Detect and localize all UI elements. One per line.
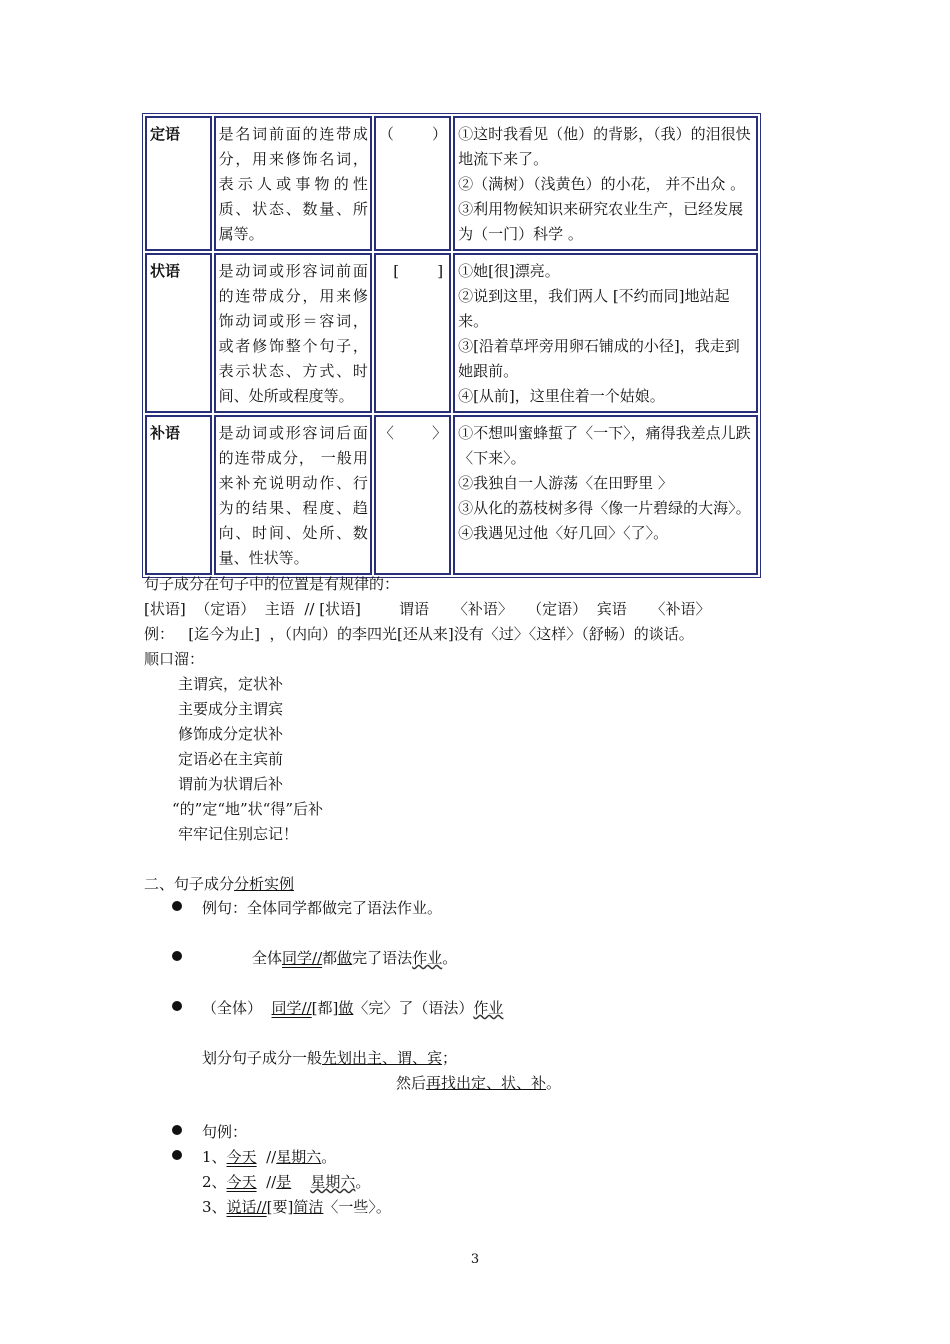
example-line: ①不想叫蜜蜂蜇了〈一下〉，痛得我差点儿跌〈下来〉。 <box>458 424 751 467</box>
component-term: 补语 <box>145 415 212 575</box>
method-line-2: 然后再找出定、状、补。 <box>396 1074 562 1092</box>
component-mark: [ ] <box>374 253 451 413</box>
bullet-icon <box>172 1150 182 1160</box>
rhyme-line: 谓前为状谓后补 <box>178 775 284 793</box>
page-number: 3 <box>470 1252 480 1267</box>
example-line: ①这时我看见（他）的背影，（我）的泪很快地流下来了。 <box>458 125 751 168</box>
component-examples <box>453 415 758 575</box>
rhyme-line: 定语必在主宾前 <box>178 750 284 768</box>
table-row <box>145 116 758 251</box>
sentence-examples-label: 句例： <box>202 1123 248 1141</box>
component-examples <box>453 116 758 251</box>
analysis-step-1: 全体同学//都做完了语法作业。 <box>252 949 458 967</box>
example-line: ③利用物候知识来研究农业生产，已经发展为（一门）科学 。 <box>458 200 744 243</box>
example-line: ④我遇见过他〈好几回〉〈了〉。 <box>458 524 669 542</box>
bullet-icon <box>172 1001 182 1011</box>
example-line: ②我独自一人游荡〈在田野里 〉 <box>458 474 673 492</box>
component-term: 状语 <box>145 253 212 413</box>
bullet-icon <box>172 1125 182 1135</box>
sentence-example-1: 1、今天 //星期六。 <box>202 1148 337 1166</box>
sentence-example-3: 3、说话//[要]简洁〈一些〉。 <box>202 1198 391 1216</box>
table-row <box>145 415 758 575</box>
rules-intro: 句子成分在句子中的位置是有规律的： <box>144 575 400 593</box>
method-line-1: 划分句子成分一般先划出主、谓、宾； <box>202 1049 458 1067</box>
order-example: 例： [迄今为止] ，（内向）的李四光[还从来]没有〈过〉〈这样〉（舒畅）的谈话。 <box>144 625 694 643</box>
rhyme-line: 牢牢记住别忘记！ <box>178 825 299 843</box>
example-line: ①她[很]漂亮。 <box>458 262 560 280</box>
analysis-step-2: （全体） 同学//[都]做〈完〉了（语法）作业 <box>202 999 504 1017</box>
rhyme-line: 修饰成分定状补 <box>178 725 284 743</box>
example-sentence: 例句：全体同学都做完了语法作业。 <box>202 899 443 917</box>
bullet-icon <box>172 951 182 961</box>
section-2-heading: 二、句子成分分析实例 <box>144 875 295 893</box>
example-line: ②说到这里，我们两人 [不约而同]地站起来。 <box>458 287 730 330</box>
component-examples <box>453 253 758 413</box>
component-definition: 是名词前面的连带成分，用来修饰名词，表示人或事物的性质、状态、数量、所属等。 <box>214 116 372 251</box>
rhyme-line: 主谓宾，定状补 <box>178 675 284 693</box>
component-mark: 〈 〉 <box>374 415 451 575</box>
component-definition: 是动词或形容词前面的连带成分，用来修饰动词或形＝容词，或者修饰整个句子，表示状态、方式、时间、处所或程度等。 <box>214 253 372 413</box>
rhyme-title: 顺口溜： <box>144 650 205 668</box>
bullet-icon <box>172 901 182 911</box>
rhyme-line: “的”定“地”状“得”后补 <box>172 800 324 818</box>
rhyme-line: 主要成分主谓宾 <box>178 700 284 718</box>
example-line: ④[从前]，这里住着一个姑娘。 <box>458 387 665 405</box>
component-term: 定语 <box>145 116 212 251</box>
example-line: ③从化的荔枝树多得〈像一片碧绿的大海〉。 <box>458 499 751 517</box>
sentence-example-2: 2、今天 //是 星期六。 <box>202 1173 371 1191</box>
sentence-component-table <box>142 113 761 578</box>
example-line: ③[沿着草坪旁用卵石铺成的小径]，我走到她跟前。 <box>458 337 740 380</box>
component-mark: （ ） <box>374 116 451 251</box>
table-row <box>145 253 758 413</box>
component-order: [状语] （定语） 主语 // [状语] 谓语 〈补语〉 （定语） 宾语 〈补语〉 <box>144 600 711 618</box>
component-definition: 是动词或形容词后面的连带成分， 一般用来补充说明动作、行为的结果、程度、趋向、时间、处所、数量、性状等。 <box>214 415 372 575</box>
example-line: ②（满树）（浅黄色）的小花， 并不出众 。 <box>458 175 746 193</box>
